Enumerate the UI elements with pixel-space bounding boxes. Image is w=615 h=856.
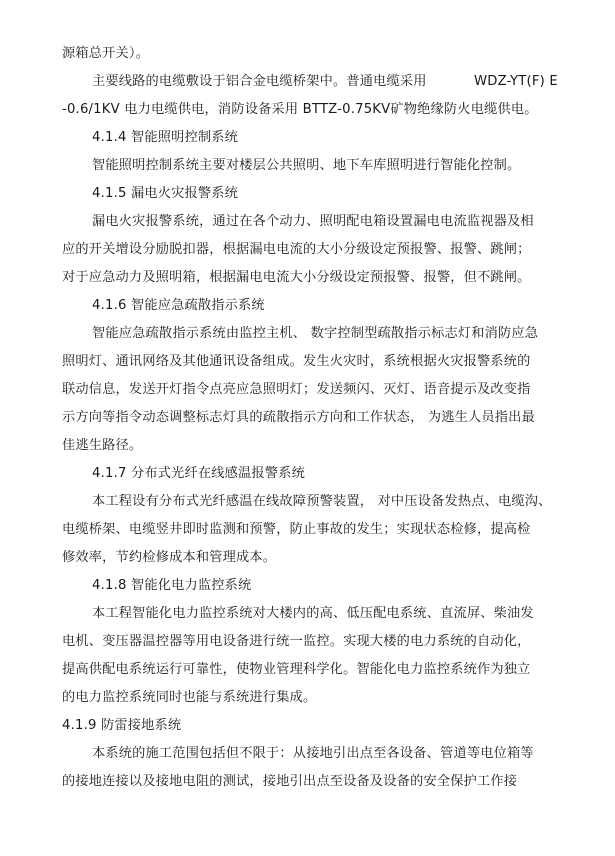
section-heading: 4.1.7 分布式光纤在线感温报警系统 [92,466,305,481]
text-line: -0.6/1KV 电力电缆供电，消防设备采用 BTTZ-0.75KV矿物绝缘防火电缆供电。 [62,102,538,117]
section-heading: 4.1.8 智能化电力监控系统 [92,578,252,593]
section-heading: 4.1.4 智能照明控制系统 [92,130,239,145]
text-line: 电缆桥架、电缆竖井即时监测和预警，防止事故的发生；实现状态检修，提高检 [62,522,531,537]
section-heading: 4.1.9 防雷接地系统 [62,718,182,733]
text-line: 示方向等指令动态调整标志灯具的疏散指示方向和工作状态， 为逃生人员指出最 [62,410,535,425]
text-line: WDZ-YT(F) E [474,74,558,89]
text-line: 本系统的施工范围包括但不限于：从接地引出点至各设备、管道等电位箱等 [92,746,534,761]
text-line: 本工程设有分布式光纤感温在线故障预警装置， 对中压设备发热点、电缆沟、 [92,494,552,509]
text-line: 本工程智能化电力监控系统对大楼内的高、低压配电系统、直流屏、柴油发 [92,606,534,621]
text-line: 主要线路的电缆敷设于铝合金电缆桥架中。普通电缆采用 [92,74,427,89]
section-heading: 4.1.6 智能应急疏散指示系统 [92,298,265,313]
text-line: 联动信息，发送开灯指令点亮应急照明灯；发送频闪、灭灯、语音提示及改变指 [62,382,531,397]
section-heading: 4.1.5 漏电火灾报警系统 [92,186,239,201]
text-line: 应的开关增设分励脱扣器，根据漏电电流的大小分级设定预报警、报警、跳闸； [62,242,531,257]
text-line: 对于应急动力及照明箱，根据漏电电流大小分级设定预报警、报警，但不跳闸。 [62,270,531,285]
text-line: 照明灯、通讯网络及其他通讯设备组成。发生火灾时，系统根据火灾报警系统的 [62,354,531,369]
text-line: 智能应急疏散指示系统由监控主机、 数字控制型疏散指示标志灯和消防应急 [92,326,539,341]
text-line: 的电力监控系统同时也能与系统进行集成。 [62,690,317,705]
text-line: 佳逃生路径。 [62,438,143,453]
text-line: 提高供配电系统运行可靠性，使物业管理科学化。智能化电力监控系统作为独立 [62,662,531,677]
text-line: 源箱总开关）。 [62,46,150,61]
text-line: 智能照明控制系统主要对楼层公共照明、地下车库照明进行智能化控制。 [92,158,521,173]
text-line: 漏电火灾报警系统，通过在各个动力、照明配电箱设置漏电电流监视器及相 [92,214,534,229]
text-line: 的接地连接以及接地电阻的测试，接地引出点至设备及设备的安全保护工作接 [62,774,518,789]
text-line: 修效率，节约检修成本和管理成本。 [62,550,277,565]
text-line: 电机、变压器温控器等用电设备进行统一监控。实现大楼的电力系统的自动化， [62,634,531,649]
